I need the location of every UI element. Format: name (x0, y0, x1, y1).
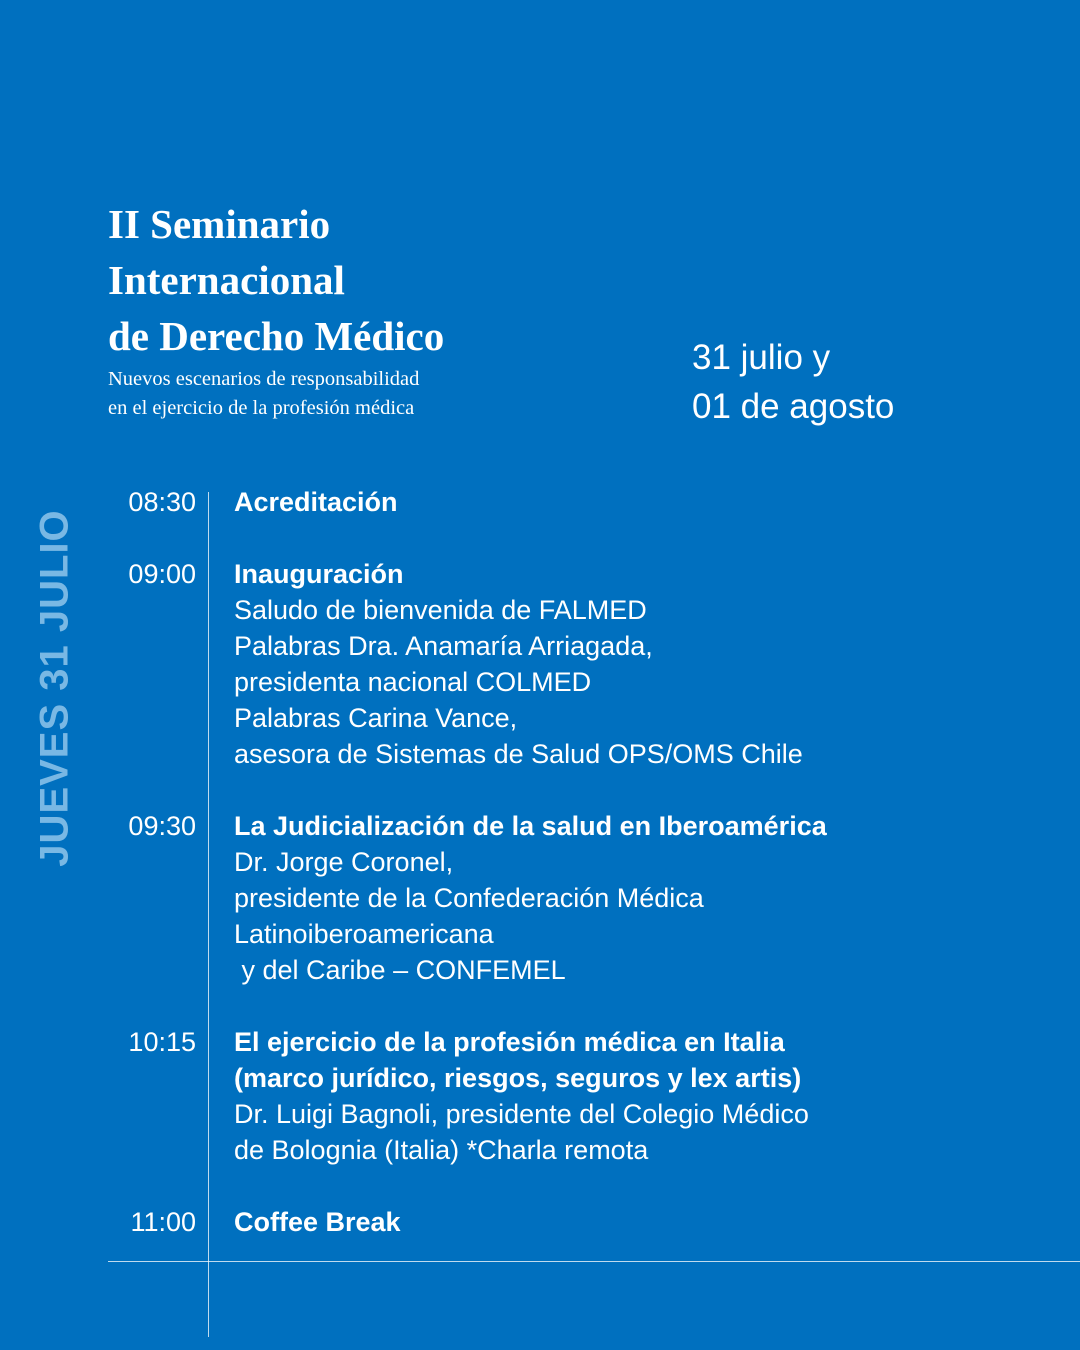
schedule-content (234, 808, 1054, 988)
schedule-title: El ejercicio de la profesión médica en Italia (234, 1027, 785, 1057)
schedule-content (234, 1024, 1054, 1168)
schedule-detail: de Bolognia (Italia) *Charla remota (234, 1135, 649, 1165)
schedule-detail: Palabras Carina Vance, (234, 703, 518, 733)
event-subtitle-line-1: Nuevos escenarios de responsabilidad (108, 368, 420, 390)
event-subtitle-line-2: en el ejercicio de la profesión médica (108, 397, 415, 419)
schedule-content (234, 1204, 1054, 1240)
schedule-content (234, 484, 1054, 520)
schedule-detail: Dr. Luigi Bagnoli, presidente del Colegio Médico (234, 1099, 809, 1129)
schedule-detail: Palabras Dra. Anamaría Arriagada, (234, 631, 653, 661)
schedule-title: Coffee Break (234, 1207, 401, 1237)
schedule-detail: presidenta nacional COLMED (234, 667, 592, 697)
schedule-content (234, 556, 1054, 772)
schedule-title: Acreditación (234, 487, 398, 517)
schedule-detail: Dr. Jorge Coronel, (234, 847, 454, 877)
schedule-detail: presidente de la Confederación Médica (234, 883, 704, 913)
schedule-title: La Judicialización de la salud en Iberoamérica (234, 811, 827, 841)
event-title-line-2: Internacional (108, 257, 345, 303)
day-label: JUEVES 31 JULIO (32, 509, 77, 867)
schedule-detail: Saludo de bienvenida de FALMED (234, 595, 647, 625)
bottom-divider (108, 1261, 1080, 1262)
event-dates-line-1: 31 julio y (692, 338, 831, 377)
event-title-line-3: de Derecho Médico (108, 313, 445, 359)
schedule-time: 09:30 (128, 811, 196, 841)
schedule-time: 10:15 (128, 1027, 196, 1057)
schedule-detail: y del Caribe – CONFEMEL (234, 955, 566, 985)
event-subtitle (108, 365, 548, 423)
schedule-title: (marco jurídico, riesgos, seguros y lex artis) (234, 1063, 802, 1093)
event-title-block (108, 196, 548, 423)
schedule-detail: Latinoiberoamericana (234, 919, 494, 949)
event-dates-line-2: 01 de agosto (692, 387, 895, 426)
schedule-detail: asesora de Sistemas de Salud OPS/OMS Chile (234, 739, 803, 769)
event-title-line-1: II Seminario (108, 201, 331, 247)
event-dates (692, 333, 894, 431)
schedule-time: 11:00 (130, 1207, 196, 1237)
schedule-time: 08:30 (128, 487, 196, 517)
schedule-title: Inauguración (234, 559, 404, 589)
timeline-divider (208, 492, 209, 1337)
schedule-time: 09:00 (128, 559, 196, 589)
